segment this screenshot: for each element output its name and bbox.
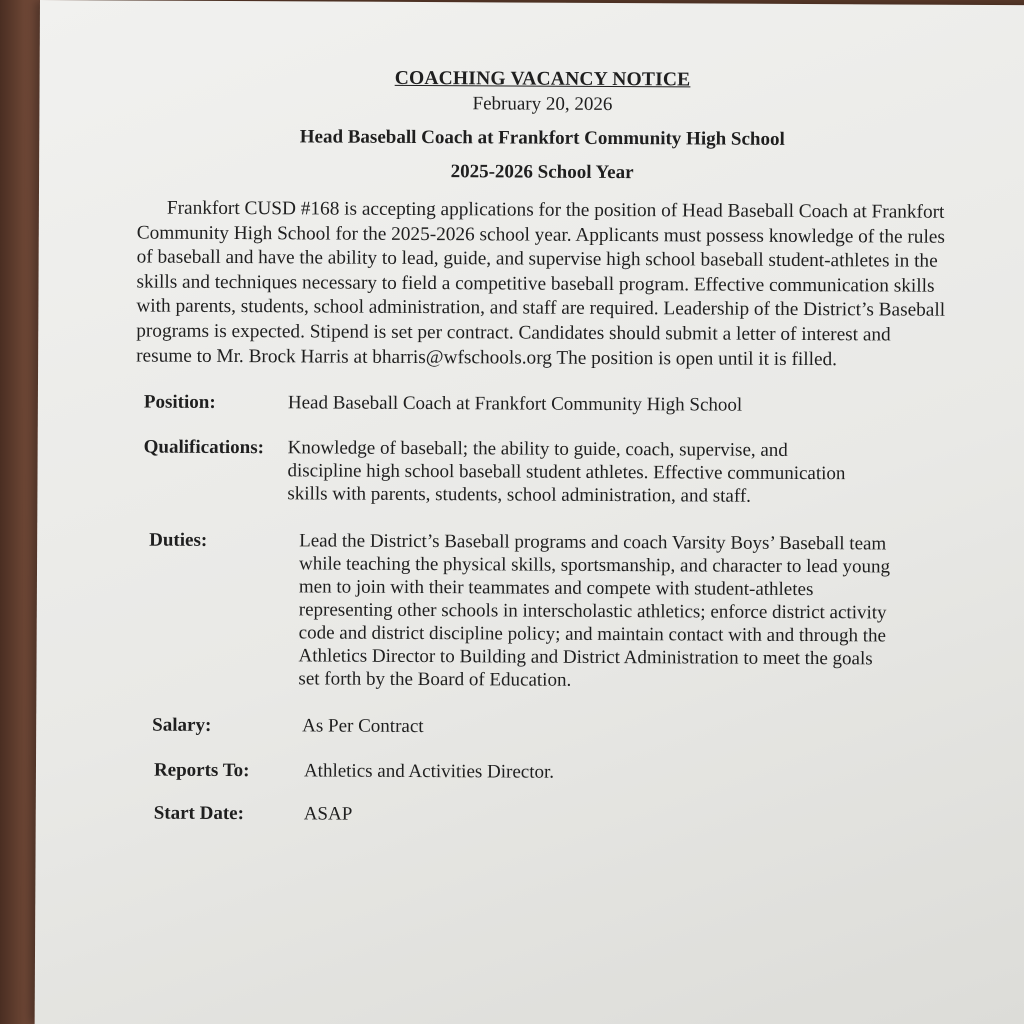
intro-paragraph: Frankfort CUSD #168 is accepting applications for the position of Head Baseball Coach at Frankfort Community High School for the 2025-2026 school year. Applicants must possess knowledge of the rules of baseball and have the ability to lead, guide, and supervise high school baseball student-athletes in the skills and techniques necessary to field a competitive baseball program. Effective communication skills with parents, students, school administration, and staff are required. Leadership of the District’s Baseball programs is expected. Stipend is set per contract. Candidates should submit a letter of interest and resume to Mr. Brock Harris at bharris@wfschools.org The position is open until it is filled. [136,197,946,370]
qualifications-value: Knowledge of baseball; the ability to guide, coach, supervise, and discipline high school baseball student athletes. Effective communication skills with parents, students, school administration, and staff. [287,437,846,507]
reports-to-value: Athletics and Activities Director. [303,760,555,783]
reports-to-label: Reports To: [153,759,250,782]
paper-sheet [35,0,1024,1024]
salary-value: As Per Contract [302,715,424,738]
duties-label: Duties: [149,529,208,552]
vacancy-notice-document [134,65,948,829]
position-field [136,391,946,418]
notice-date: February 20, 2026 [472,93,613,115]
notice-title: COACHING VACANCY NOTICE [394,67,691,91]
qualifications-label: Qualifications: [143,436,265,459]
salary-field [134,714,944,741]
start-date-field [134,802,944,829]
school-year-heading: 2025-2026 School Year [450,161,634,184]
position-value: Head Baseball Coach at Frankfort Community High School [287,392,743,416]
qualifications-field [135,436,945,509]
start-date-value: ASAP [303,803,353,825]
position-heading: Head Baseball Coach at Frankfort Community High School [299,126,785,150]
duties-field [134,529,945,694]
reports-to-field [134,759,944,786]
start-date-label: Start Date: [153,802,245,825]
position-label: Position: [143,391,216,414]
duties-value: Lead the District’s Baseball programs and coach Varsity Boys’ Baseball team while teaching the physical skills, sportsmanship, and character to lead young men to join with their teammates and compete with student-athletes representing other schools in interscholastic athletics; enforce district activity code and district discipline policy; and maintain contact with and through the Athletics Director to Building and District Administration to meet the goals set forth by the Board of Education. [298,530,891,691]
salary-label: Salary: [152,714,212,737]
